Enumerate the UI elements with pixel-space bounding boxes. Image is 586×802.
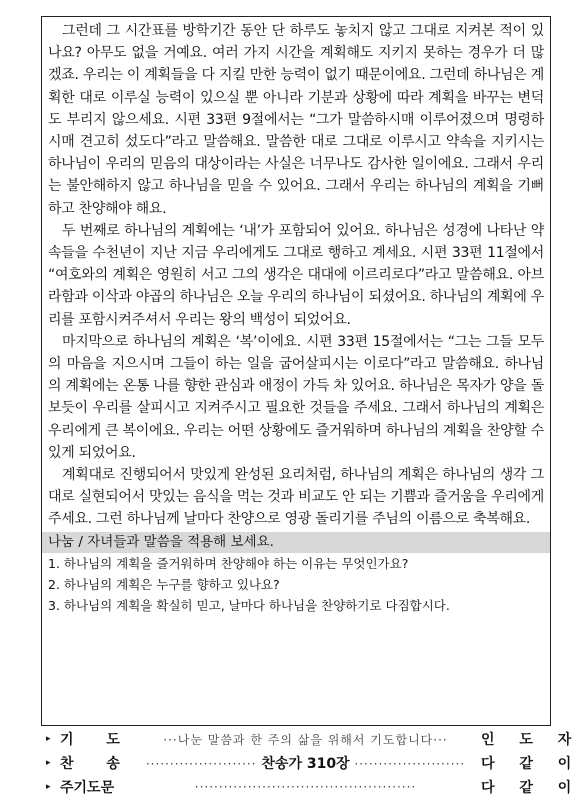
hymn-label: 찬 송	[60, 756, 134, 772]
paragraph-4: 계획대로 진행되어서 맛있게 완성된 요리처럼, 하나님의 계획은 하나님의 생각 그대로 실현되어서 맛있는 음식을 먹는 것과 비교도 안 되는 기쁨과 즐거움을 우리에게 주세요. 그런 하나님께 날마다 찬양으로 영광 돌리기를 주님의 이름으로 축복해요.	[48, 467, 544, 528]
question-1: 1. 하나님의 계획을 즐거워하며 찬양해야 하는 이유는 무엇인가요?	[48, 555, 409, 571]
lords-prayer-label: 주기도문	[60, 780, 115, 796]
question-3: 3. 하나님의 계획을 확실히 믿고, 날마다 하나님을 찬양하기로 다짐합시다.	[48, 597, 450, 613]
dots-right: ·······················	[305, 780, 417, 794]
lords-prayer-row	[46, 776, 582, 798]
prayer-description: ···나눈 말씀과 한 주의 삶을 위해서 기도합니다···	[163, 732, 448, 747]
paragraph-2: 두 번째로 하나님의 계획에는 ‘내’가 포함되어 있어요. 하나님은 성경에 나타난 약속들을 수천년이 지난 지금 우리에게도 그대로 행하고 계세요. 시편 33편 11절에서 “여호와의 계획은 영원히 서고 그의 생각은 대대에 이르리로다”라고 말씀해요. 아브라함과 이삭과 야곱의 하나님은 오늘 우리의 하나님이 되셨어요. 하나님의 계획에 우리를 포함시켜주셔서 우리는 왕의 백성이 되었어요.	[48, 222, 544, 328]
content-box	[41, 16, 551, 726]
bullet-icon: ▸	[46, 758, 51, 768]
hymn-leader: 다 같 이	[481, 756, 582, 772]
paragraph-3: 마지막으로 하나님의 계획은 ‘복’이에요. 시편 33편 15절에서는 “그는 그들 모두의 마음을 지으시며 그들이 하는 일을 굽어살피시는 이로다”라고 말씀해요. 하나님의 계획에는 온통 나를 향한 관심과 애정이 가득 차 있어요. 하나님은 목자가 양을 돌보듯이 우리를 살피시고 지켜주시고 필요한 것들을 주세요. 그래서 하나님의 계획은 우리에게 큰 복이에요. 우리는 어떤 상황에도 즐거워하며 하나님의 계획을 찬양할 수 있게 되었어요.	[48, 333, 544, 461]
prayer-row	[46, 728, 582, 750]
lords-prayer-dots	[130, 780, 481, 794]
hymn-leader-dots	[130, 753, 481, 773]
question-2: 2. 하나님의 계획은 누구를 향하고 있나요?	[48, 576, 280, 592]
dots-right: ·······················	[354, 757, 466, 771]
paragraph-1: 그런데 그 시간표를 방학기간 동안 단 하루도 놓치지 않고 그대로 지켜본 적이 있나요? 아무도 없을 거예요. 여러 가지 시간을 계획해도 지키지 못하는 경우가 더 많겠죠. 우리는 이 계획들을 다 지킬 만한 능력이 없기 때문이에요. 그런데 하나님은 계획한 대로 이루실 능력이 있으실 뿐 아니라 기분과 상황에 따라 계획을 바꾸는 변덕도 부리지 않으세요. 시편 33편 9절에서는 “그가 말씀하시매 이루어졌으며 명령하시매 견고히 섰도다”라고 말씀해요. 말씀한 대로 그대로 이루시고 약속을 지키시는 하나님이 우리의 믿음의 대상이라는 사실은 너무나도 감사한 일이에요. 그래서 우리는 불안해하지 않고 하나님을 믿을 수 있어요. 그래서 우리는 하나님의 계획을 기뻐하고 찬양해야 해요.	[48, 23, 544, 217]
prayer-leader: 인 도 자	[481, 732, 582, 748]
dots-left: ·······················	[194, 780, 306, 794]
bullet-icon: ▸	[46, 782, 51, 792]
hymn-row	[46, 752, 582, 774]
dots-left: ·······················	[145, 757, 257, 771]
discussion-title: 나눔 / 자녀들과 말씀을 적용해 보세요.	[42, 532, 550, 553]
prayer-label: 기 도	[60, 732, 134, 748]
hymn-number: 찬송가 310장	[261, 756, 350, 772]
lords-prayer-leader: 다 같 이	[481, 780, 582, 796]
bullet-icon: ▸	[46, 734, 51, 744]
